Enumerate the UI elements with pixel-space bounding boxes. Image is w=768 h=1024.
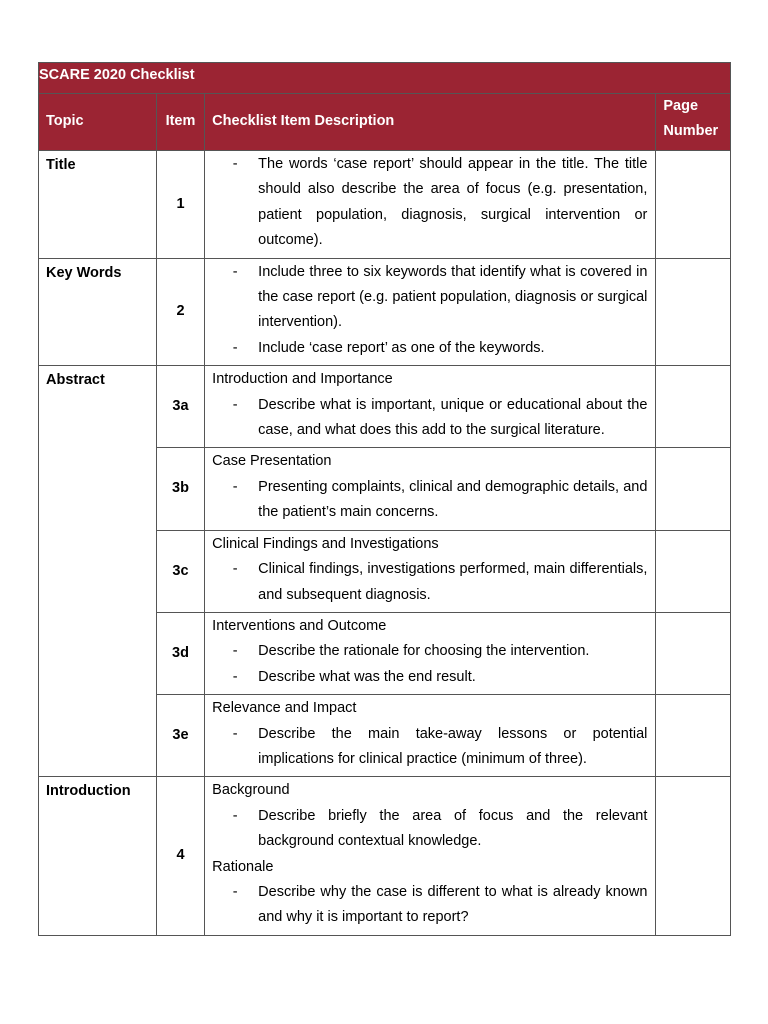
item-number-cell: 2 [156,258,204,366]
description-bullet [212,639,647,664]
header-page-number [656,94,731,151]
item-number-cell: 3e [156,695,204,777]
bullet-dash: - [232,478,238,495]
bullet-dash: - [232,668,238,685]
page-number-cell [656,612,731,694]
topic-cell: Key Words [39,258,157,366]
table-title-row [39,63,731,94]
description-bullet [212,475,647,526]
page-number-cell [656,258,731,366]
bullet-dash: - [232,263,238,280]
description-bullet [212,336,647,361]
table-title: SCARE 2020 Checklist [39,63,731,94]
description-bullet [212,665,647,690]
bullet-dash: - [232,725,238,742]
topic-cell: Title [39,151,157,259]
item-number-cell: 3c [156,530,204,612]
description-bullet [212,152,647,254]
description-cell [205,448,656,530]
description-cell [205,777,656,935]
description-bullet [212,393,647,444]
item-number-cell: 3b [156,448,204,530]
description-bullet [212,722,647,773]
table-header-row [39,94,731,151]
description-cell [205,530,656,612]
bullet-dash: - [232,396,238,413]
bullet-text: Include ‘case report’ as one of the keywords. [258,339,545,356]
description-bullet [212,557,647,608]
description-subheading: Interventions and Outcome [212,617,387,634]
table-body [39,151,731,936]
bullet-text: Describe what is important, unique or educational about the case, and what does this add to the surgical literature. [258,396,648,439]
item-number-cell: 1 [156,151,204,259]
description-bullet [212,880,647,931]
topic-cell: Introduction [39,777,157,935]
table-row [39,366,731,448]
bullet-dash: - [232,807,238,824]
page-number-cell [656,366,731,448]
item-number-cell: 4 [156,777,204,935]
description-cell [205,258,656,366]
description-cell [205,612,656,694]
bullet-text: Describe what was the end result. [258,668,476,685]
scare-checklist-table [38,62,731,936]
bullet-text: Describe briefly the area of focus and the relevant background contextual knowledge. [258,807,648,850]
bullet-text: Describe why the case is different to what is already known and why it is important to report? [258,883,648,926]
bullet-dash: - [232,643,238,660]
description-cell [205,695,656,777]
bullet-dash: - [232,561,238,578]
bullet-text: Include three to six keywords that identify what is covered in the case report (e.g. patient population, diagnosis or surgical intervention). [258,263,648,331]
topic-cell: Abstract [39,366,157,777]
description-subheading: Rationale [212,858,274,875]
description-subheading: Background [212,782,290,799]
description-subheading: Clinical Findings and Investigations [212,535,439,552]
header-page-line1: Page [663,98,699,114]
header-topic: Topic [39,94,157,151]
table-row [39,777,731,935]
page-number-cell [656,448,731,530]
bullet-text: The words ‘case report’ should appear in the title. The title should also describe the area of focus (e.g. presentation, patient population, diagnosis, surgical intervention or outcome). [258,156,648,249]
description-cell [205,151,656,259]
item-number-cell: 3d [156,612,204,694]
header-description: Checklist Item Description [205,94,656,151]
description-subheading: Case Presentation [212,453,332,470]
table-row [39,151,731,259]
page-number-cell [656,777,731,935]
description-cell [205,366,656,448]
description-bullet [212,804,647,855]
bullet-dash: - [232,156,238,172]
bullet-text: Describe the main take-away lessons or potential implications for clinical practice (minimum of three). [258,725,648,767]
table-row [39,258,731,366]
description-subheading: Relevance and Impact [212,700,357,717]
item-number-cell: 3a [156,366,204,448]
bullet-dash: - [232,883,238,900]
page-number-cell [656,695,731,777]
page-number-cell [656,530,731,612]
bullet-text: Clinical findings, investigations performed, main differentials, and subsequent diagnosis. [258,561,648,603]
bullet-dash: - [232,339,238,356]
page-number-cell [656,151,731,259]
description-bullet [212,260,647,336]
header-item: Item [156,94,204,151]
bullet-text: Describe the rationale for choosing the intervention. [258,643,590,660]
description-subheading: Introduction and Importance [212,371,393,388]
bullet-text: Presenting complaints, clinical and demographic details, and the patient’s main concerns. [258,478,648,521]
header-page-line2: Number [663,123,719,139]
